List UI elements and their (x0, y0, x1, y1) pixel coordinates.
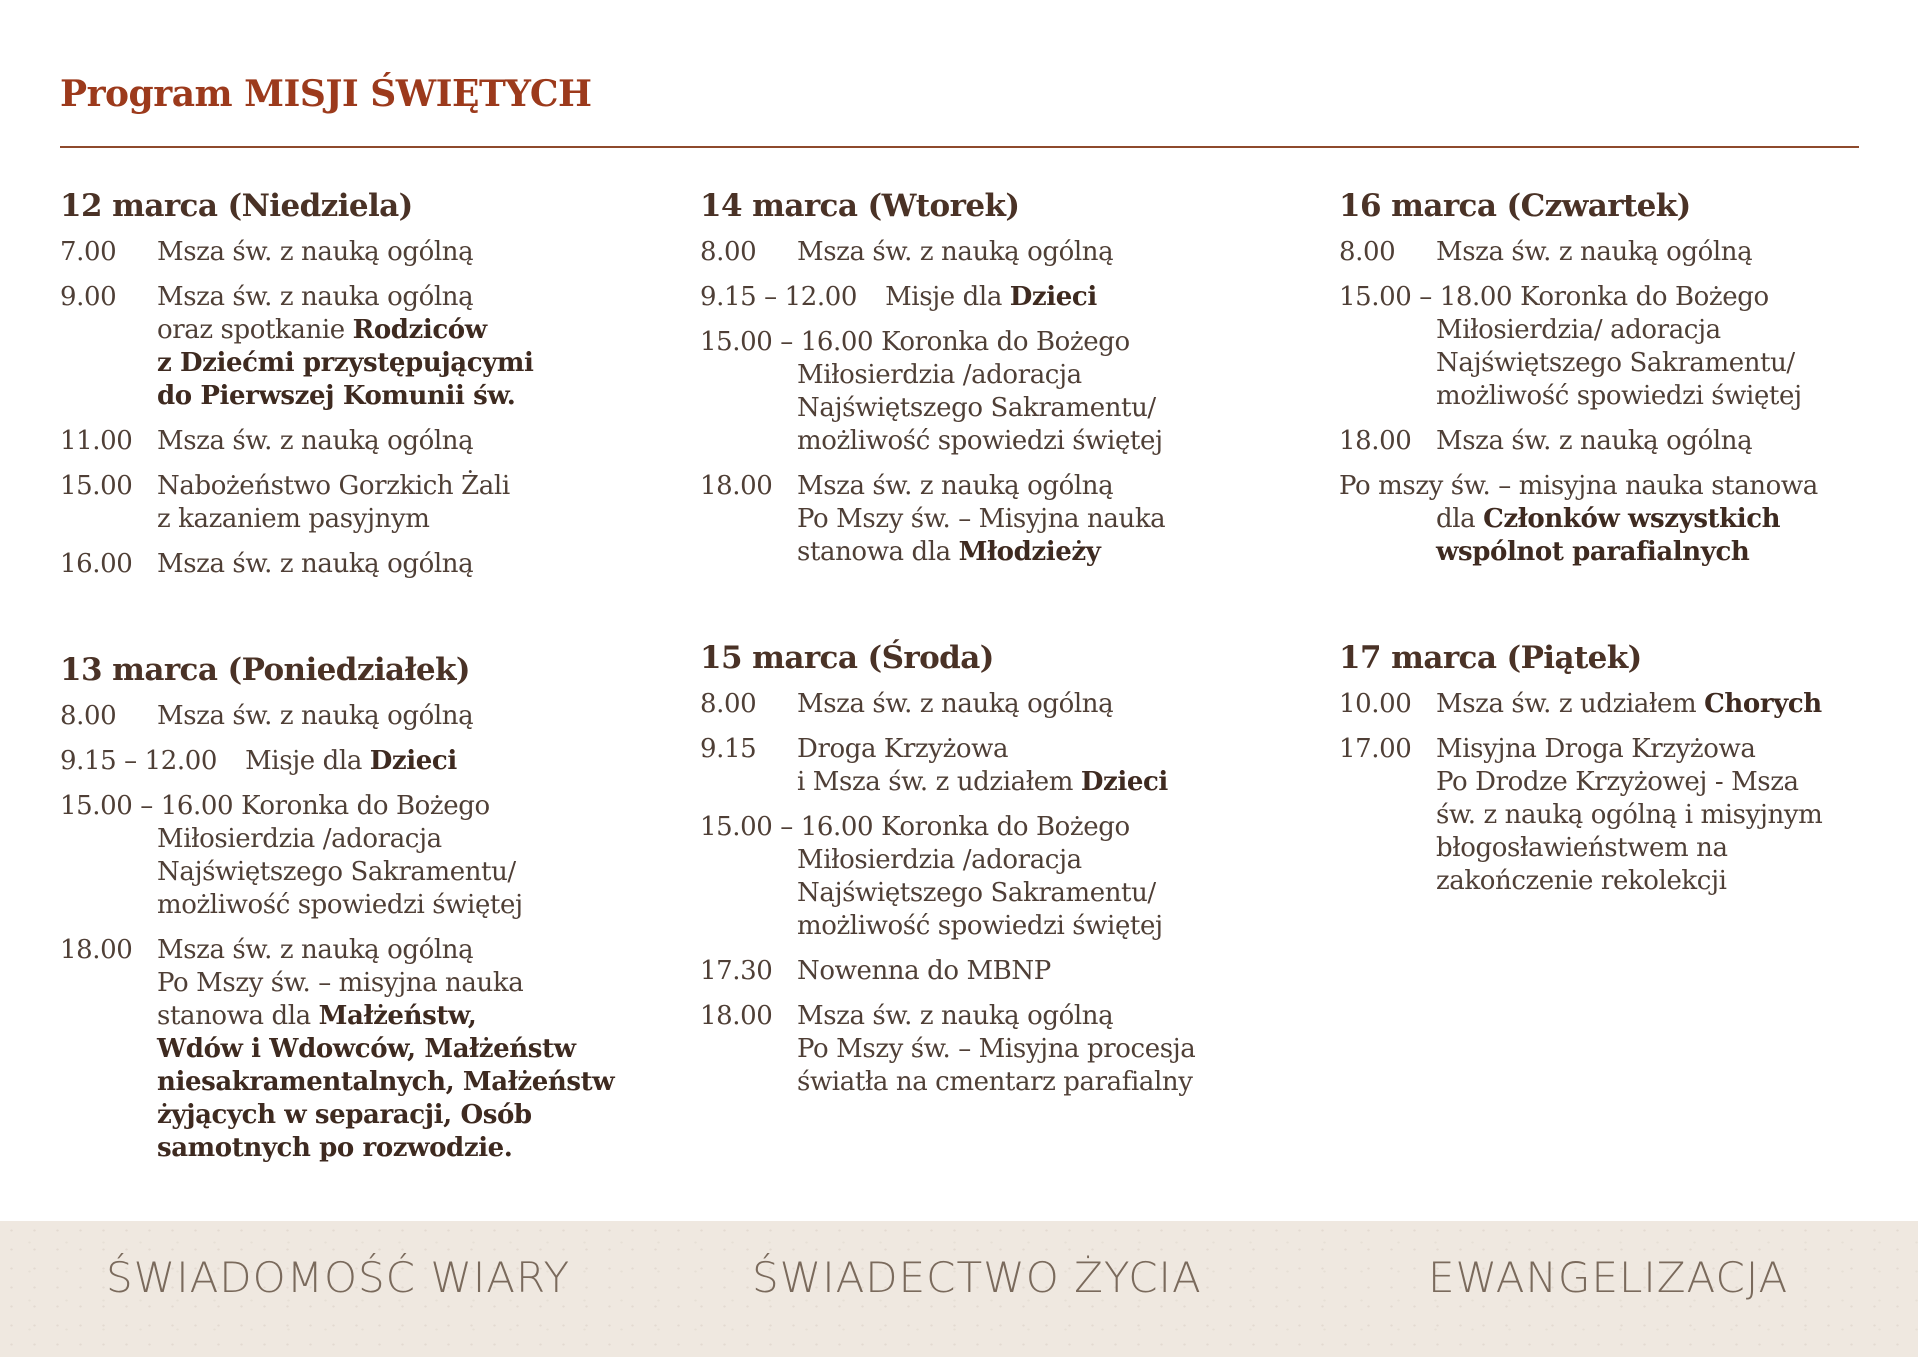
day-block-13 (60, 652, 620, 1177)
day-block-17 (1339, 640, 1899, 910)
schedule-entry: 18.00 Msza św. z nauką ogólną (1339, 426, 1753, 456)
schedule-entry: 8.00 Msza św. z nauką ogólną (60, 701, 474, 731)
footer-band (0, 1221, 1918, 1357)
day-block-14 (700, 188, 1260, 581)
schedule-entry: 18.00 Msza św. z nauką ogólną Po Mszy św. – Misyjna nauka stanowa dla Młodzieży (700, 471, 1166, 567)
schedule-entry: 7.00 Msza św. z nauką ogólną (60, 237, 474, 267)
schedule-entry: 15.00 – 16.00 Koronka do Bożego Miłosierdzia /adoracja Najświętszego Sakramentu/ możliwość spowiedzi świętej (700, 812, 1163, 941)
day-title: 12 marca (Niedziela) (60, 188, 413, 224)
schedule-entry: 8.00 Msza św. z nauką ogólną (700, 689, 1114, 719)
schedule-entry: 9.15 – 12.00 Misje dla Dzieci (60, 746, 457, 776)
schedule-entry: 16.00 Msza św. z nauką ogólną (60, 549, 474, 579)
day-block-12 (60, 188, 620, 593)
footer-word-1: ŚWIADOMOŚĆ WIARY (106, 1253, 571, 1302)
day-title: 14 marca (Wtorek) (700, 188, 1020, 224)
day-title: 17 marca (Piątek) (1339, 640, 1642, 676)
schedule-entry: 8.00 Msza św. z nauką ogólną (700, 237, 1114, 267)
footer-word-3: EWANGELIZACJA (1428, 1253, 1789, 1302)
schedule-entry: 8.00 Msza św. z nauką ogólną (1339, 237, 1753, 267)
day-block-16 (1339, 188, 1899, 581)
schedule-entry: 10.00 Msza św. z udziałem Chorych (1339, 689, 1822, 719)
title-main: MISJI ŚWIĘTYCH (244, 73, 592, 115)
schedule-entry: 17.30 Nowenna do MBNP (700, 956, 1051, 986)
schedule-entry: 11.00 Msza św. z nauką ogólną (60, 426, 474, 456)
schedule-entry: 17.00 Misyjna Droga Krzyżowa Po Drodze Krzyżowej - Msza św. z nauką ogólną i misyjnym błogosławieństwem na zakończenie rekolekcji (1339, 734, 1823, 896)
schedule-entry: 9.15 – 12.00 Misje dla Dzieci (700, 282, 1097, 312)
day-title: 16 marca (Czwartek) (1339, 188, 1691, 224)
day-block-15 (700, 640, 1260, 1111)
title-prefix: Program (60, 73, 233, 115)
title-divider (60, 146, 1859, 148)
schedule-entry: Po mszy św. – misyjna nauka stanowa dla Członków wszystkich wspólnot parafialnych (1339, 471, 1818, 567)
schedule-entry: 15.00 – 16.00 Koronka do Bożego Miłosierdzia /adoracja Najświętszego Sakramentu/ możliwość spowiedzi świętej (60, 791, 523, 920)
day-title: 13 marca (Poniedziałek) (60, 652, 470, 688)
schedule-entry: 9.00 Msza św. z nauka ogólną oraz spotkanie Rodziców z Dziećmi przystępującymi do Pierwszej Komunii św. (60, 282, 534, 411)
footer-word-2: ŚWIADECTWO ŻYCIA (752, 1253, 1202, 1302)
schedule-entry: 18.00 Msza św. z nauką ogólną Po Mszy św. – Misyjna procesja światła na cmentarz parafialny (700, 1001, 1196, 1097)
page-title (60, 73, 591, 115)
day-title: 15 marca (Środa) (700, 640, 994, 676)
schedule-entry: 15.00 – 16.00 Koronka do Bożego Miłosierdzia /adoracja Najświętszego Sakramentu/ możliwość spowiedzi świętej (700, 327, 1163, 456)
schedule-entry: 9.15 Droga Krzyżowa i Msza św. z udziałem Dzieci (700, 734, 1168, 797)
schedule-entry: 15.00 – 18.00 Koronka do Bożego Miłosierdzia/ adoracja Najświętszego Sakramentu/ możliwość spowiedzi świętej (1339, 282, 1802, 411)
schedule-entry: 15.00 Nabożeństwo Gorzkich Żali z kazaniem pasyjnym (60, 471, 510, 534)
schedule-entry: 18.00 Msza św. z nauką ogólną Po Mszy św. – misyjna nauka stanowa dla Małżeństw, Wdów i Wdowców, Małżeństw niesakramentalnych, Małżeństw żyjących w separacji, Osób samotnych po rozwodzie. (60, 935, 615, 1163)
